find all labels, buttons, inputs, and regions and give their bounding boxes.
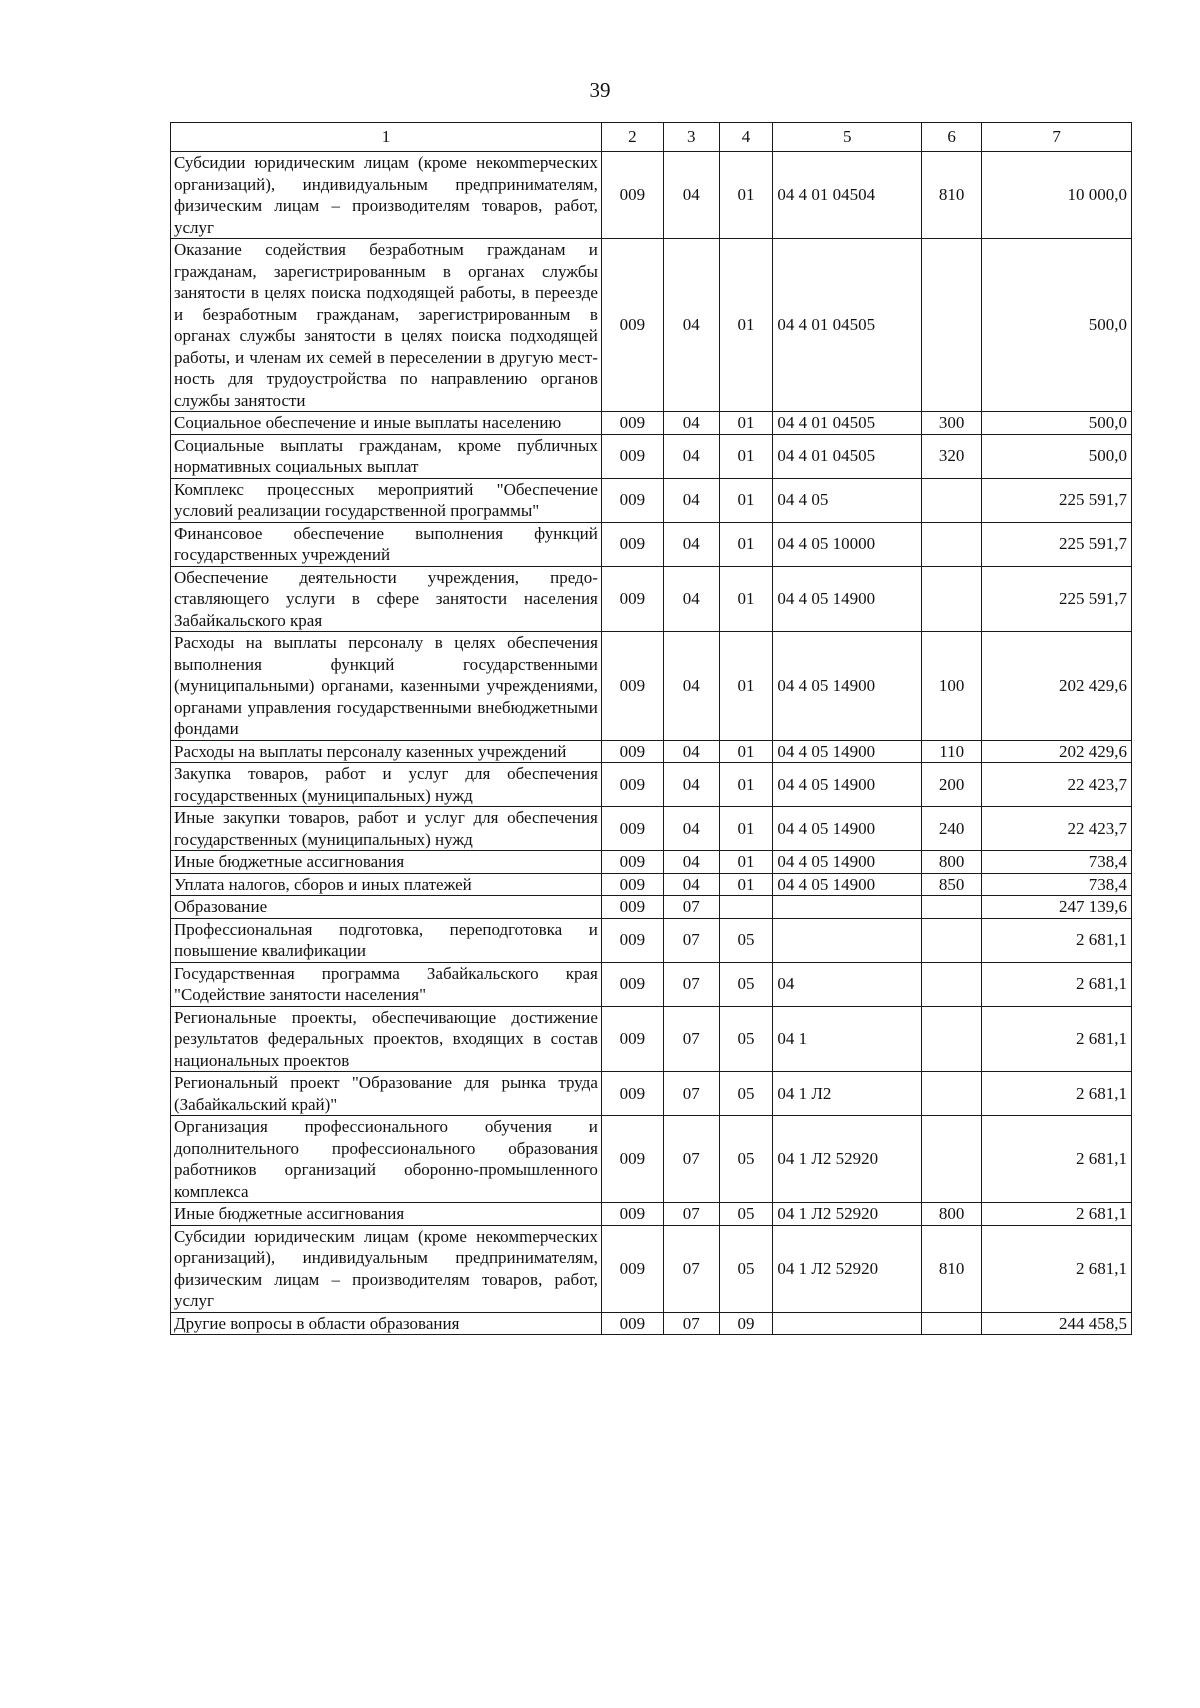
item-name-cell: Социальные выплаты гражданам, кроме публичных нормативных социальных выплат [171,434,602,478]
target-article-cell: 04 4 05 14900 [773,566,922,632]
item-name-cell: Профессиональная подготовка, переподготовка и повышение квалификации [171,918,602,962]
table-row [171,152,1132,239]
ministry-code-cell: 009 [601,763,663,807]
section-code-cell: 04 [663,412,719,435]
amount-cell: 738,4 [982,873,1132,896]
ministry-code-cell: 009 [601,1116,663,1203]
ministry-code-cell: 009 [601,434,663,478]
amount-cell: 2 681,1 [982,918,1132,962]
column-header: 7 [982,123,1132,152]
target-article-cell: 04 4 01 04504 [773,152,922,239]
subsection-code-cell: 01 [719,851,773,874]
section-code-cell: 04 [663,566,719,632]
expense-type-cell: 850 [922,873,982,896]
section-code-cell: 04 [663,807,719,851]
table-row [171,1116,1132,1203]
section-code-cell: 07 [663,896,719,919]
table-row [171,1072,1132,1116]
ministry-code-cell: 009 [601,152,663,239]
section-code-cell: 07 [663,1116,719,1203]
target-article-cell: 04 4 05 14900 [773,632,922,741]
expense-type-cell [922,522,982,566]
item-name-cell: Иные бюджетные ассигнования [171,851,602,874]
section-code-cell: 04 [663,763,719,807]
ministry-code-cell: 009 [601,807,663,851]
amount-cell: 738,4 [982,851,1132,874]
amount-cell: 225 591,7 [982,522,1132,566]
subsection-code-cell: 09 [719,1312,773,1335]
section-code-cell: 04 [663,632,719,741]
item-name-cell: Субсидии юридическим лицам (кроме некомmерческих организаций), индивидуальным предпринимателям, физическим лицам – производителям товаров, работ, услуг [171,152,602,239]
expense-type-cell: 810 [922,152,982,239]
expense-type-cell [922,1072,982,1116]
expense-type-cell: 800 [922,851,982,874]
table-row [171,740,1132,763]
table-row [171,1006,1132,1072]
expense-type-cell [922,896,982,919]
table-row [171,763,1132,807]
subsection-code-cell: 01 [719,740,773,763]
table-row [171,522,1132,566]
ministry-code-cell: 009 [601,851,663,874]
amount-cell: 500,0 [982,239,1132,412]
target-article-cell: 04 1 [773,1006,922,1072]
section-code-cell: 04 [663,851,719,874]
item-name-cell: Социальное обеспечение и иные выплаты населению [171,412,602,435]
section-code-cell: 04 [663,478,719,522]
subsection-code-cell: 05 [719,1006,773,1072]
ministry-code-cell: 009 [601,1225,663,1312]
expense-type-cell [922,478,982,522]
ministry-code-cell: 009 [601,239,663,412]
table-row [171,632,1132,741]
subsection-code-cell: 05 [719,1072,773,1116]
ministry-code-cell: 009 [601,1072,663,1116]
table-body [171,152,1132,1335]
item-name-cell: Оказание содействия безработным гражданам и гражданам, зарегистрированным в органах службы занятости в целях поиска подходящей работы, в переезде и безработным гражданам, зарегистрированным в органах службы занятости в целях поиска подходящей работы, и членам их семей в переселении в другую местность для трудоустройства по направлению органов службы занятости [171,239,602,412]
expense-type-cell: 800 [922,1203,982,1226]
column-header: 1 [171,123,602,152]
target-article-cell: 04 4 05 [773,478,922,522]
amount-cell: 225 591,7 [982,478,1132,522]
amount-cell: 2 681,1 [982,1225,1132,1312]
page-number: 39 [589,78,611,102]
ministry-code-cell: 009 [601,1203,663,1226]
item-name-cell: Иные закупки товаров, работ и услуг для обеспечения государственных (муниципальных) нужд [171,807,602,851]
subsection-code-cell: 01 [719,478,773,522]
item-name-cell: Расходы на выплаты персоналу казенных учреждений [171,740,602,763]
target-article-cell: 04 4 05 14900 [773,873,922,896]
column-header: 2 [601,123,663,152]
table-row [171,412,1132,435]
item-name-cell: Расходы на выплаты персоналу в целях обеспечения выполнения функций государственными (муниципальными) органами, казенными учреждениями, органами управления государственными внебюджетными фондами [171,632,602,741]
subsection-code-cell: 01 [719,412,773,435]
ministry-code-cell: 009 [601,873,663,896]
ministry-code-cell: 009 [601,566,663,632]
expense-type-cell: 240 [922,807,982,851]
expense-type-cell: 810 [922,1225,982,1312]
amount-cell: 2 681,1 [982,1203,1132,1226]
target-article-cell: 04 1 Л2 52920 [773,1225,922,1312]
amount-cell: 202 429,6 [982,740,1132,763]
expense-type-cell [922,962,982,1006]
table-row [171,1312,1132,1335]
table-row [171,807,1132,851]
table-row [171,478,1132,522]
column-header: 3 [663,123,719,152]
amount-cell: 2 681,1 [982,1116,1132,1203]
table-row [171,918,1132,962]
target-article-cell [773,918,922,962]
subsection-code-cell: 01 [719,434,773,478]
subsection-code-cell: 01 [719,239,773,412]
table-row [171,1225,1132,1312]
target-article-cell: 04 4 01 04505 [773,412,922,435]
item-name-cell: Уплата налогов, сборов и иных платежей [171,873,602,896]
column-header: 4 [719,123,773,152]
target-article-cell: 04 1 Л2 52920 [773,1203,922,1226]
amount-cell: 10 000,0 [982,152,1132,239]
ministry-code-cell: 009 [601,1312,663,1335]
subsection-code-cell: 01 [719,807,773,851]
expense-type-cell [922,239,982,412]
section-code-cell: 04 [663,434,719,478]
expense-type-cell: 300 [922,412,982,435]
item-name-cell: Другие вопросы в области образования [171,1312,602,1335]
target-article-cell: 04 1 Л2 52920 [773,1116,922,1203]
section-code-cell: 07 [663,962,719,1006]
item-name-cell: Закупка товаров, работ и услуг для обеспечения государственных (муниципальных) нужд [171,763,602,807]
expense-type-cell: 100 [922,632,982,741]
item-name-cell: Образование [171,896,602,919]
item-name-cell: Комплекс процессных мероприятий "Обеспечение условий реализации государственной программы" [171,478,602,522]
target-article-cell [773,896,922,919]
expense-type-cell: 200 [922,763,982,807]
subsection-code-cell: 05 [719,918,773,962]
expense-type-cell [922,918,982,962]
amount-cell: 22 423,7 [982,807,1132,851]
target-article-cell: 04 4 05 14900 [773,851,922,874]
section-code-cell: 07 [663,918,719,962]
ministry-code-cell: 009 [601,896,663,919]
target-article-cell: 04 4 01 04505 [773,434,922,478]
target-article-cell [773,1312,922,1335]
column-header: 6 [922,123,982,152]
subsection-code-cell: 05 [719,962,773,1006]
column-header: 5 [773,123,922,152]
amount-cell: 2 681,1 [982,962,1132,1006]
target-article-cell: 04 4 05 14900 [773,763,922,807]
subsection-code-cell [719,896,773,919]
section-code-cell: 04 [663,873,719,896]
table-row [171,851,1132,874]
ministry-code-cell: 009 [601,412,663,435]
subsection-code-cell: 01 [719,566,773,632]
section-code-cell: 04 [663,152,719,239]
expense-type-cell [922,566,982,632]
expense-type-cell [922,1312,982,1335]
amount-cell: 225 591,7 [982,566,1132,632]
item-name-cell: Обеспечение деятельности учреждения, предоставляющего услуги в сфере занятости населения Забайкальского края [171,566,602,632]
item-name-cell: Иные бюджетные ассигнования [171,1203,602,1226]
section-code-cell: 04 [663,740,719,763]
section-code-cell: 04 [663,239,719,412]
subsection-code-cell: 05 [719,1225,773,1312]
target-article-cell: 04 4 05 14900 [773,807,922,851]
ministry-code-cell: 009 [601,632,663,741]
ministry-code-cell: 009 [601,478,663,522]
subsection-code-cell: 01 [719,152,773,239]
item-name-cell: Финансовое обеспечение выполнения функций государственных учреждений [171,522,602,566]
item-name-cell: Региональные проекты, обеспечивающие достижение результатов федеральных проектов, входящих в состав национальных проектов [171,1006,602,1072]
amount-cell: 2 681,1 [982,1006,1132,1072]
budget-table [170,122,1132,1335]
section-code-cell: 07 [663,1225,719,1312]
section-code-cell: 04 [663,522,719,566]
subsection-code-cell: 01 [719,522,773,566]
amount-cell: 2 681,1 [982,1072,1132,1116]
table-row [171,1203,1132,1226]
subsection-code-cell: 01 [719,632,773,741]
ministry-code-cell: 009 [601,962,663,1006]
section-code-cell: 07 [663,1312,719,1335]
section-code-cell: 07 [663,1072,719,1116]
subsection-code-cell: 01 [719,763,773,807]
ministry-code-cell: 009 [601,918,663,962]
section-code-cell: 07 [663,1006,719,1072]
expense-type-cell [922,1116,982,1203]
amount-cell: 202 429,6 [982,632,1132,741]
table-header-row [171,123,1132,152]
table-row [171,873,1132,896]
item-name-cell: Государственная программа Забайкальского края "Содействие занятости населения" [171,962,602,1006]
amount-cell: 244 458,5 [982,1312,1132,1335]
table-row [171,239,1132,412]
item-name-cell: Субсидии юридическим лицам (кроме некомmерческих организаций), индивидуальным предпринимателям, физическим лицам – производителям товаров, работ, услуг [171,1225,602,1312]
ministry-code-cell: 009 [601,1006,663,1072]
expense-type-cell [922,1006,982,1072]
item-name-cell: Организация профессионального обучения и дополнительного профессионального образования работников организаций оборонно-промышленного комплекса [171,1116,602,1203]
table-row [171,962,1132,1006]
subsection-code-cell: 05 [719,1116,773,1203]
target-article-cell: 04 4 01 04505 [773,239,922,412]
amount-cell: 500,0 [982,434,1132,478]
ministry-code-cell: 009 [601,740,663,763]
item-name-cell: Региональный проект "Образование для рынка труда (Забайкальский край)" [171,1072,602,1116]
target-article-cell: 04 4 05 10000 [773,522,922,566]
table-row [171,566,1132,632]
ministry-code-cell: 009 [601,522,663,566]
expense-type-cell: 320 [922,434,982,478]
table-row [171,896,1132,919]
section-code-cell: 07 [663,1203,719,1226]
subsection-code-cell: 05 [719,1203,773,1226]
target-article-cell: 04 1 Л2 [773,1072,922,1116]
amount-cell: 500,0 [982,412,1132,435]
target-article-cell: 04 [773,962,922,1006]
table-row [171,434,1132,478]
amount-cell: 22 423,7 [982,763,1132,807]
amount-cell: 247 139,6 [982,896,1132,919]
target-article-cell: 04 4 05 14900 [773,740,922,763]
expense-type-cell: 110 [922,740,982,763]
subsection-code-cell: 01 [719,873,773,896]
